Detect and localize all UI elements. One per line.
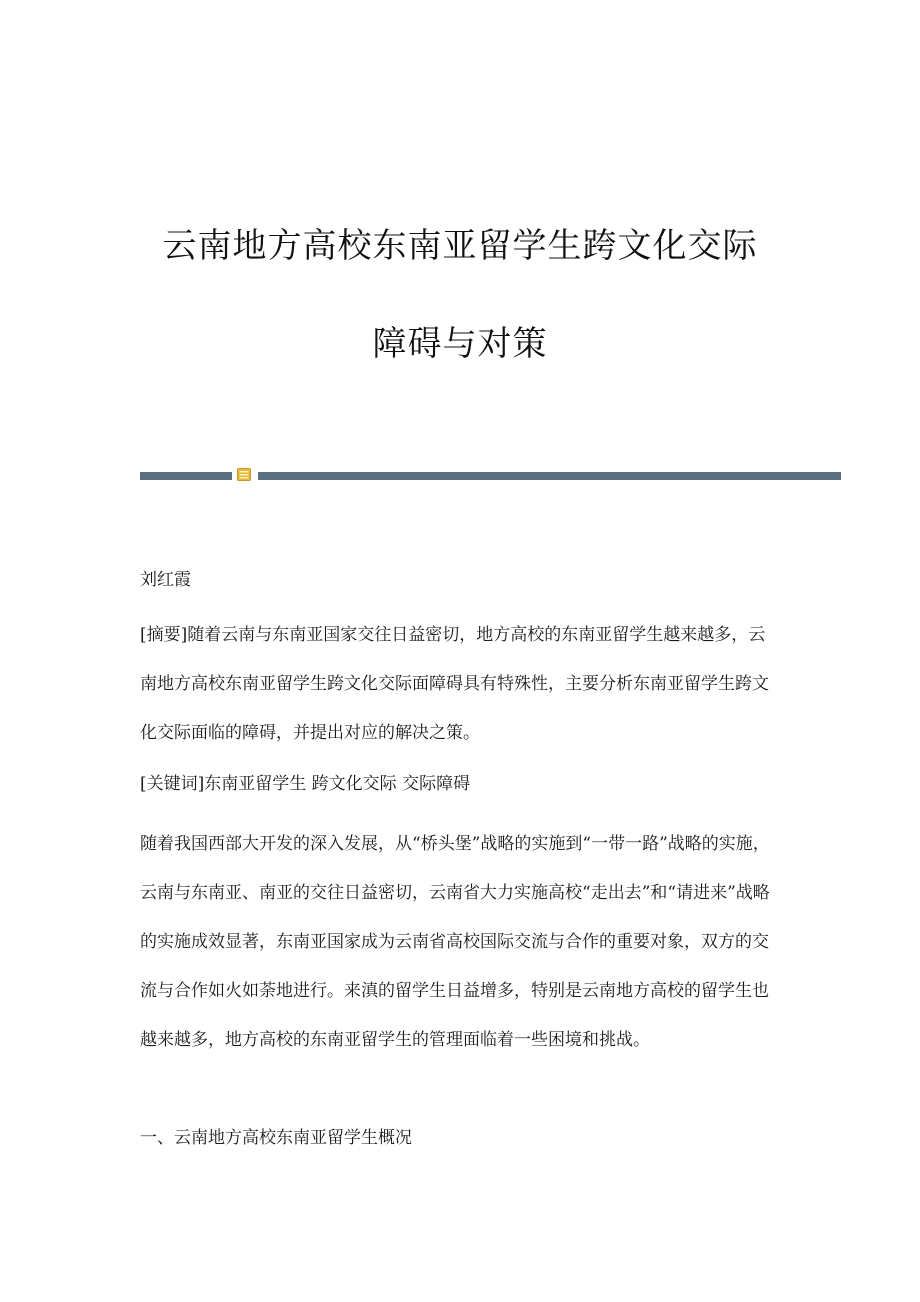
abstract-paragraph: [摘要]随着云南与东南亚国家交往日益密切，地方高校的东南亚留学生越来越多，云南地方高校东南亚留学生跨文化交际面障碍具有特殊性，主要分析东南亚留学生跨文化交际面临的障碍，并提出对应的解决之策。 <box>140 625 769 743</box>
keywords-line: [关键词]东南亚留学生 跨文化交际 交际障碍 <box>140 774 471 794</box>
author-name: 刘红霞 <box>140 570 191 590</box>
section-heading: 一、云南地方高校东南亚留学生概况 <box>140 1128 412 1148</box>
divider-bar-right <box>258 472 841 480</box>
document-title-line-1: 云南地方高校东南亚留学生跨文化交际 <box>162 226 758 266</box>
divider-bar-left <box>140 472 232 480</box>
document-title-line-2: 障碍与对策 <box>372 324 548 364</box>
body-paragraph: 随着我国西部大开发的深入发展，从“桥头堡”战略的实施到“一带一路”战略的实施，云南与东南亚、南亚的交往日益密切，云南省大力实施高校“走出去”和“请进来”战略的实施成效显著，东南亚国家成为云南省高校国际交流与合作的重要对象，双方的交流与合作如火如荼地进行。来滇的留学生日益增多，特别是云南地方高校的留学生也越来越多，地方高校的东南亚留学生的管理面临着一些困境和挑战。 <box>140 834 770 1050</box>
title-divider <box>140 468 841 482</box>
envelope-icon <box>237 468 251 481</box>
